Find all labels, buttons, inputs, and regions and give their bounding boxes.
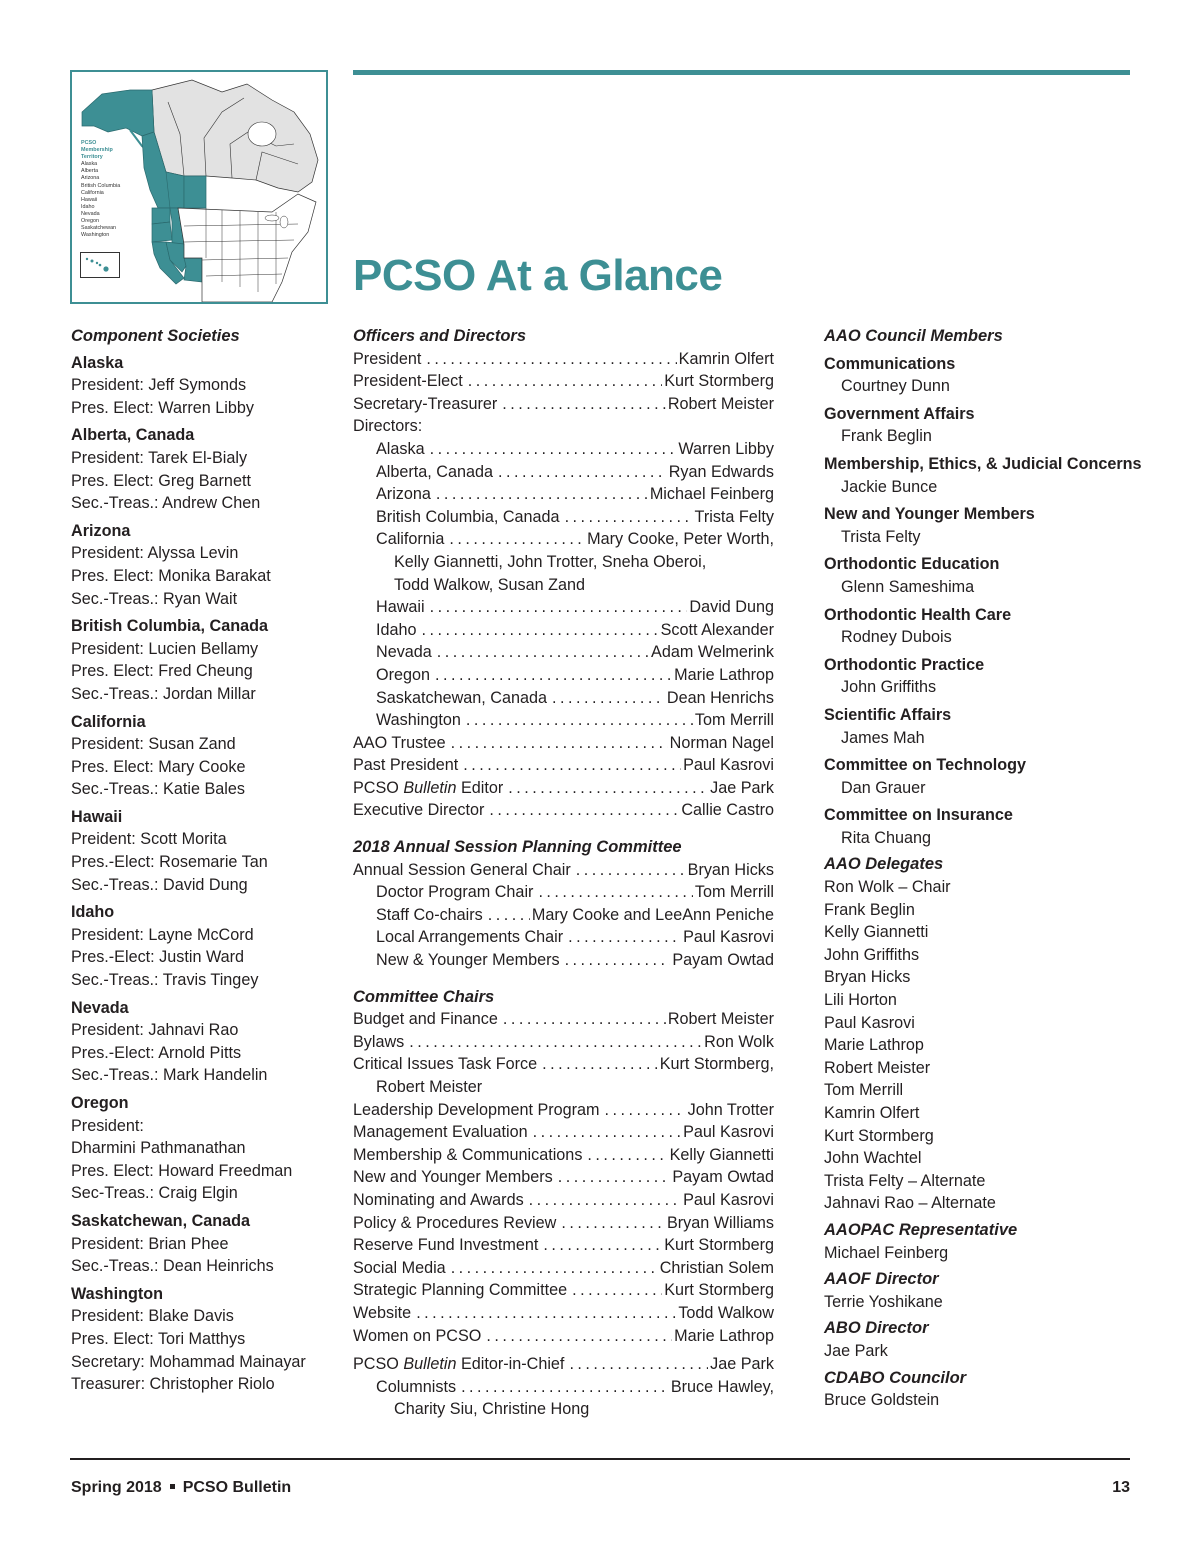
delegate: John Griffiths <box>824 945 920 964</box>
council-member: Rodney Dubois <box>841 628 952 647</box>
row-label: Columnists <box>376 1377 457 1396</box>
society-officer: President: Blake Davis <box>71 1307 234 1326</box>
leader-row <box>353 461 774 484</box>
leader-dots <box>416 1302 676 1325</box>
council-name: Membership, Ethics, & Judicial Concerns <box>824 454 1142 473</box>
row-value: Jae Park <box>710 1355 774 1374</box>
leader-row <box>353 881 774 904</box>
council-name: New and Younger Members <box>824 505 1035 524</box>
delegate: John Wachtel <box>824 1149 922 1168</box>
representatives-list <box>824 1219 1144 1412</box>
leader-dots <box>565 949 671 972</box>
representative: Terrie Yoshikane <box>824 1292 943 1311</box>
row-label: Reserve Fund Investment <box>353 1236 539 1255</box>
society-officer: Pres. Elect: Mary Cooke <box>71 757 246 776</box>
row-value: Marie Lathrop <box>674 665 774 684</box>
leader-row <box>353 641 774 664</box>
page-title: PCSO At a Glance <box>353 251 723 300</box>
row-value: Tom Merrill <box>694 883 774 902</box>
society-officer: Pres. Elect: Warren Libby <box>71 398 254 417</box>
leader-dots <box>486 1325 672 1348</box>
row-value: Kurt Stormberg <box>664 1281 774 1300</box>
delegate: Frank Beglin <box>824 900 915 919</box>
officers-list-continued <box>353 732 774 822</box>
row-value: Callie Castro <box>681 801 774 820</box>
leader-dots <box>466 709 693 732</box>
leader-dots <box>430 438 677 461</box>
row-value: Paul Kasrovi <box>683 1190 774 1209</box>
row-continuation: Todd Walkow, Susan Zand <box>394 575 586 594</box>
leader-row <box>353 1031 774 1054</box>
legend-item: Nevada <box>81 210 100 217</box>
society-name: Alberta, Canada <box>71 426 195 445</box>
leader-dots <box>543 1234 662 1257</box>
row-label: Policy & Procedures Review <box>353 1213 557 1232</box>
society-officer: Sec.-Treas.: Dean Heinrichs <box>71 1257 274 1276</box>
leader-dots <box>542 1053 658 1076</box>
societies-list <box>71 352 336 1396</box>
row-continuation: Charity Siu, Christine Hong <box>394 1400 590 1419</box>
leader-dots <box>436 483 648 506</box>
leader-dots <box>463 754 681 777</box>
delegate: Robert Meister <box>824 1058 931 1077</box>
society-officer: Pres.-Elect: Arnold Pitts <box>71 1043 242 1062</box>
leader-row <box>353 859 774 882</box>
leader-row <box>353 506 774 529</box>
leader-dots <box>488 904 530 927</box>
row-label: British Columbia, Canada <box>376 507 560 526</box>
representative: Jae Park <box>824 1341 888 1360</box>
leader-dots <box>533 1121 682 1144</box>
leader-row <box>353 348 774 371</box>
row-value: Tom Merrill <box>694 711 774 730</box>
leader-row <box>353 777 774 800</box>
leader-dots <box>409 1031 702 1054</box>
delegate: Kelly Giannetti <box>824 923 929 942</box>
council-name: Committee on Technology <box>824 756 1027 775</box>
row-label: California <box>376 530 445 549</box>
society-officer: Pres. Elect: Monika Barakat <box>71 566 271 585</box>
legend-title-line: Territory <box>81 154 103 161</box>
row-value: Dean Henrichs <box>666 688 774 707</box>
row-label: PCSO Bulletin Editor-in-Chief <box>353 1355 565 1374</box>
society-name: British Columbia, Canada <box>71 617 268 636</box>
council-name: Government Affairs <box>824 404 975 423</box>
row-value: Trista Felty <box>694 507 774 526</box>
leader-dots <box>422 619 659 642</box>
delegate: Marie Lathrop <box>824 1036 924 1055</box>
leader-row <box>353 664 774 687</box>
committee-chairs-list <box>353 1008 774 1347</box>
society-officer: Pres. Elect: Howard Freedman <box>71 1161 293 1180</box>
society-officer: Pres. Elect: Greg Barnett <box>71 471 251 490</box>
leader-row <box>353 1144 774 1167</box>
row-label: Washington <box>376 711 461 730</box>
leader-row <box>353 1257 774 1280</box>
delegate: Trista Felty – Alternate <box>824 1171 986 1190</box>
row-value: Mary Cooke and LeeAnn Peniche <box>531 905 774 924</box>
council-list <box>824 353 1144 850</box>
section-heading: AAOPAC Representative <box>824 1220 1018 1239</box>
legend-item: British Columbia <box>81 182 121 189</box>
leader-row <box>353 1234 774 1257</box>
row-value: Bryan Hicks <box>687 860 774 879</box>
row-value: Ron Wolk <box>704 1032 774 1051</box>
row-value: Kelly Giannetti <box>669 1145 774 1164</box>
society-officer: Pres. Elect: Tori Matthys <box>71 1329 246 1348</box>
territory-map <box>70 70 328 304</box>
legend-item: Alberta <box>81 168 99 175</box>
row-value: Ryan Edwards <box>668 462 774 481</box>
society-officer: Secretary: Mohammad Mainayar <box>71 1352 306 1371</box>
delegate: Lili Horton <box>824 991 897 1010</box>
officers-list <box>353 348 774 416</box>
leader-row <box>353 1121 774 1144</box>
footer-issue: Spring 2018 PCSO Bulletin <box>71 1479 292 1496</box>
delegate: Jahnavi Rao – Alternate <box>824 1194 996 1213</box>
leader-row <box>353 1325 774 1348</box>
row-value: Paul Kasrovi <box>683 1123 774 1142</box>
row-value: Warren Libby <box>678 439 774 458</box>
row-value: Kurt Stormberg, <box>659 1055 774 1074</box>
leader-dots <box>437 641 649 664</box>
society-name: Oregon <box>71 1094 129 1112</box>
leader-dots <box>552 687 665 710</box>
section-heading: AAO Delegates <box>824 855 944 874</box>
hawaii-islands-graphic <box>81 253 117 275</box>
legend-item: Idaho <box>81 203 95 210</box>
leader-dots <box>572 1279 662 1302</box>
legend-item: Alaska <box>81 161 98 168</box>
row-value: Kurt Stormberg <box>664 372 774 391</box>
council-member: Dan Grauer <box>841 778 926 797</box>
leader-row <box>353 904 774 927</box>
leader-row <box>353 483 774 506</box>
society-officer: Sec-Treas.: Craig Elgin <box>71 1184 238 1203</box>
legend-title-line: PCSO <box>81 140 97 146</box>
row-label: Arizona <box>376 485 431 504</box>
society-name: Saskatchewan, Canada <box>71 1211 251 1230</box>
footer-rule <box>70 1458 1130 1460</box>
leader-row <box>353 370 774 393</box>
leader-dots <box>435 664 672 687</box>
row-label: Alaska <box>376 439 425 458</box>
row-value: Norman Nagel <box>669 733 774 752</box>
leader-row <box>353 1008 774 1031</box>
society-name: Nevada <box>71 998 129 1017</box>
council-member: Jackie Bunce <box>841 477 938 496</box>
row-value: Kamrin Olfert <box>678 349 774 368</box>
leader-dots <box>461 1376 669 1399</box>
society-name: Idaho <box>71 903 115 922</box>
society-name: Hawaii <box>71 807 123 826</box>
leader-row <box>353 1053 774 1076</box>
row-label: Secretary-Treasurer <box>353 394 498 413</box>
row-label: Bylaws <box>353 1032 405 1051</box>
row-value: Payam Owtad <box>672 951 774 970</box>
row-label: Membership & Communications <box>353 1145 583 1164</box>
society-name: Alaska <box>71 353 124 372</box>
leader-dots <box>451 732 668 755</box>
leader-row <box>353 528 774 551</box>
legend-item: Oregon <box>81 218 99 225</box>
row-label: Website <box>353 1303 412 1322</box>
legend-item: Washington <box>81 232 110 239</box>
row-label: Social Media <box>353 1258 446 1277</box>
row-label: Past President <box>353 756 459 775</box>
row-label: President <box>353 349 422 368</box>
society-officer: Dharmini Pathmanathan <box>71 1139 246 1158</box>
row-label: Budget and Finance <box>353 1010 498 1029</box>
delegate: Bryan Hicks <box>824 968 911 987</box>
row-label: Saskatchewan, Canada <box>376 688 547 707</box>
society-officer: President: Susan Zand <box>71 735 236 754</box>
leader-row <box>353 732 774 755</box>
council-member: Rita Chuang <box>841 828 931 847</box>
delegate: Paul Kasrovi <box>824 1013 915 1032</box>
leader-row <box>353 926 774 949</box>
society-officer: Sec.-Treas.: Travis Tingey <box>71 971 259 990</box>
society-officer: Pres.-Elect: Justin Ward <box>71 948 245 967</box>
leader-dots <box>529 1189 681 1212</box>
leader-dots <box>565 506 693 529</box>
section-heading: Committee Chairs <box>353 987 495 1006</box>
row-label: AAO Trustee <box>353 733 446 752</box>
section-heading: Component Societies <box>71 327 240 345</box>
leader-row <box>353 1302 774 1325</box>
row-label: Executive Director <box>353 801 485 820</box>
society-officer: Treasurer: Christopher Riolo <box>71 1375 275 1394</box>
society-officer: Pres. Elect: Fred Cheung <box>71 662 253 681</box>
session-list <box>353 881 774 971</box>
society-officer: President: <box>71 1116 144 1135</box>
society-officer: Sec.-Treas.: David Dung <box>71 875 248 894</box>
delegate: Kamrin Olfert <box>824 1104 920 1122</box>
leader-dots <box>430 596 688 619</box>
row-value: Payam Owtad <box>672 1168 774 1187</box>
component-societies-column <box>71 325 336 1396</box>
council-member: Frank Beglin <box>841 427 932 446</box>
row-value: Todd Walkow <box>678 1303 774 1322</box>
society-name: California <box>71 712 146 731</box>
row-label: Idaho <box>376 620 417 639</box>
directors-label: Directors: <box>353 417 423 436</box>
legend-title-line: Membership <box>81 147 113 154</box>
leader-dots <box>498 461 667 484</box>
leader-dots <box>561 1212 665 1235</box>
council-name: Orthodontic Health Care <box>824 605 1012 624</box>
council-name: Scientific Affairs <box>824 705 952 724</box>
row-label: Oregon <box>376 665 430 684</box>
society-officer: Sec.-Treas.: Jordan Millar <box>71 684 256 703</box>
leader-dots <box>576 859 686 882</box>
leader-row <box>353 596 774 619</box>
row-label: Local Arrangements Chair <box>376 928 564 947</box>
aao-column <box>824 325 1144 1412</box>
representative: Bruce Goldstein <box>824 1391 940 1410</box>
leader-row <box>353 1376 774 1399</box>
society-officer: President: Lucien Bellamy <box>71 639 259 658</box>
hawaii-inset <box>80 252 120 278</box>
society-officer: President: Tarek El-Bialy <box>71 448 248 467</box>
society-officer: President: Brian Phee <box>71 1234 229 1253</box>
row-value: Jae Park <box>710 778 774 797</box>
leader-dots <box>468 370 662 393</box>
section-heading: Officers and Directors <box>353 327 527 345</box>
society-officer: President: Alyssa Levin <box>71 544 239 563</box>
society-officer: President: Jeff Symonds <box>71 376 247 395</box>
directors-list <box>353 438 774 732</box>
society-officer: Preident: Scott Morita <box>71 830 227 849</box>
delegate: Tom Merrill <box>824 1081 904 1100</box>
row-value: Christian Solem <box>659 1258 774 1277</box>
leader-dots <box>605 1099 686 1122</box>
row-value: Bruce Hawley, <box>670 1377 774 1396</box>
council-member: John Griffiths <box>841 678 937 697</box>
council-member: James Mah <box>841 728 925 747</box>
map-legend <box>81 140 120 239</box>
section-heading: AAO Council Members <box>824 327 1003 345</box>
leader-dots <box>503 1008 666 1031</box>
society-officer: President: Jahnavi Rao <box>71 1021 239 1040</box>
leader-dots <box>489 799 679 822</box>
delegate: Kurt Stormberg <box>824 1126 934 1145</box>
row-label: Women on PCSO <box>353 1326 482 1345</box>
leader-row <box>353 949 774 972</box>
row-value: David Dung <box>689 598 774 617</box>
section-heading: AAOF Director <box>824 1270 939 1289</box>
section-heading: CDABO Councilor <box>824 1368 967 1387</box>
row-value: Paul Kasrovi <box>683 928 774 947</box>
leader-row <box>353 709 774 732</box>
leader-row <box>353 393 774 416</box>
row-label: Critical Issues Task Force <box>353 1055 538 1074</box>
row-label: PCSO Bulletin Editor <box>353 778 504 797</box>
leader-row <box>353 754 774 777</box>
row-value: Bryan Williams <box>666 1213 774 1232</box>
leader-row <box>353 687 774 710</box>
leader-row <box>353 1099 774 1122</box>
row-label: New & Younger Members <box>376 951 560 970</box>
leader-row <box>353 438 774 461</box>
header-rule <box>353 70 1130 75</box>
delegates-list <box>824 876 1144 1215</box>
leader-dots <box>569 1353 708 1376</box>
row-value: Mary Cooke, Peter Worth, <box>587 530 774 549</box>
leader-row <box>353 1279 774 1302</box>
society-officer: Sec.-Treas.: Katie Bales <box>71 780 245 799</box>
legend-item: Saskatchewan <box>81 225 117 232</box>
row-continuation: Kelly Giannetti, John Trotter, Sneha Oberoi, <box>394 552 707 571</box>
legend-item: Arizona <box>81 175 100 182</box>
council-name: Communications <box>824 354 956 373</box>
leader-row <box>353 799 774 822</box>
row-label: Nominating and Awards <box>353 1190 524 1209</box>
society-name: Washington <box>71 1284 164 1303</box>
row-value: John Trotter <box>687 1100 774 1119</box>
society-officer: President: Layne McCord <box>71 925 254 944</box>
leader-dots <box>558 1166 671 1189</box>
row-value: Marie Lathrop <box>674 1326 774 1345</box>
row-value: Scott Alexander <box>660 620 774 639</box>
row-label: Hawaii <box>376 598 425 617</box>
council-member: Trista Felty <box>841 527 921 546</box>
page-number: 13 <box>1112 1479 1130 1496</box>
leader-row <box>353 619 774 642</box>
society-officer: Sec.-Treas.: Ryan Wait <box>71 589 238 608</box>
row-label: President-Elect <box>353 372 463 391</box>
row-value: Robert Meister <box>667 394 774 413</box>
leader-dots <box>568 926 681 949</box>
row-value: Paul Kasrovi <box>683 756 774 775</box>
row-label: Strategic Planning Committee <box>353 1281 568 1300</box>
society-officer: Sec.-Treas.: Mark Handelin <box>71 1066 268 1085</box>
council-name: Orthodontic Education <box>824 555 1000 574</box>
council-member: Glenn Sameshima <box>841 577 975 596</box>
legend-item: California <box>81 189 104 196</box>
row-label: Leadership Development Program <box>353 1100 600 1119</box>
council-member: Courtney Dunn <box>841 377 950 396</box>
leader-row <box>353 1166 774 1189</box>
row-label: Staff Co-chairs <box>376 905 483 924</box>
legend-item: Hawaii <box>81 196 98 203</box>
row-label: Nevada <box>376 643 432 662</box>
leader-row <box>353 1353 774 1376</box>
row-label: Doctor Program Chair <box>376 883 534 902</box>
leader-dots <box>587 1144 667 1167</box>
leader-dots <box>451 1257 658 1280</box>
society-officer: Sec.-Treas.: Andrew Chen <box>71 494 261 513</box>
leader-row <box>353 1189 774 1212</box>
row-label: Alberta, Canada <box>376 462 493 481</box>
leader-dots <box>449 528 585 551</box>
row-label: Management Evaluation <box>353 1123 528 1142</box>
officers-column <box>353 325 774 1421</box>
leader-dots <box>508 777 708 800</box>
leader-dots <box>426 348 676 371</box>
representative: Michael Feinberg <box>824 1243 949 1262</box>
section-heading: ABO Director <box>824 1319 929 1338</box>
society-officer: Pres.-Elect: Rosemarie Tan <box>71 853 268 872</box>
leader-dots <box>538 881 692 904</box>
row-value: Kurt Stormberg <box>664 1236 774 1255</box>
section-heading: 2018 Annual Session Planning Committee <box>353 838 682 857</box>
leader-dots <box>502 393 666 416</box>
row-value: Michael Feinberg <box>649 485 774 504</box>
row-value: Adam Welmerink <box>651 643 774 662</box>
delegate: Ron Wolk – Chair <box>824 878 951 897</box>
row-label: Annual Session General Chair <box>353 860 571 879</box>
row-label: New and Younger Members <box>353 1168 553 1187</box>
row-continuation: Robert Meister <box>376 1078 483 1096</box>
society-name: Arizona <box>71 521 131 540</box>
leader-row <box>353 1212 774 1235</box>
council-name: Orthodontic Practice <box>824 655 985 674</box>
row-value: Robert Meister <box>667 1010 774 1029</box>
council-name: Committee on Insurance <box>824 806 1013 825</box>
